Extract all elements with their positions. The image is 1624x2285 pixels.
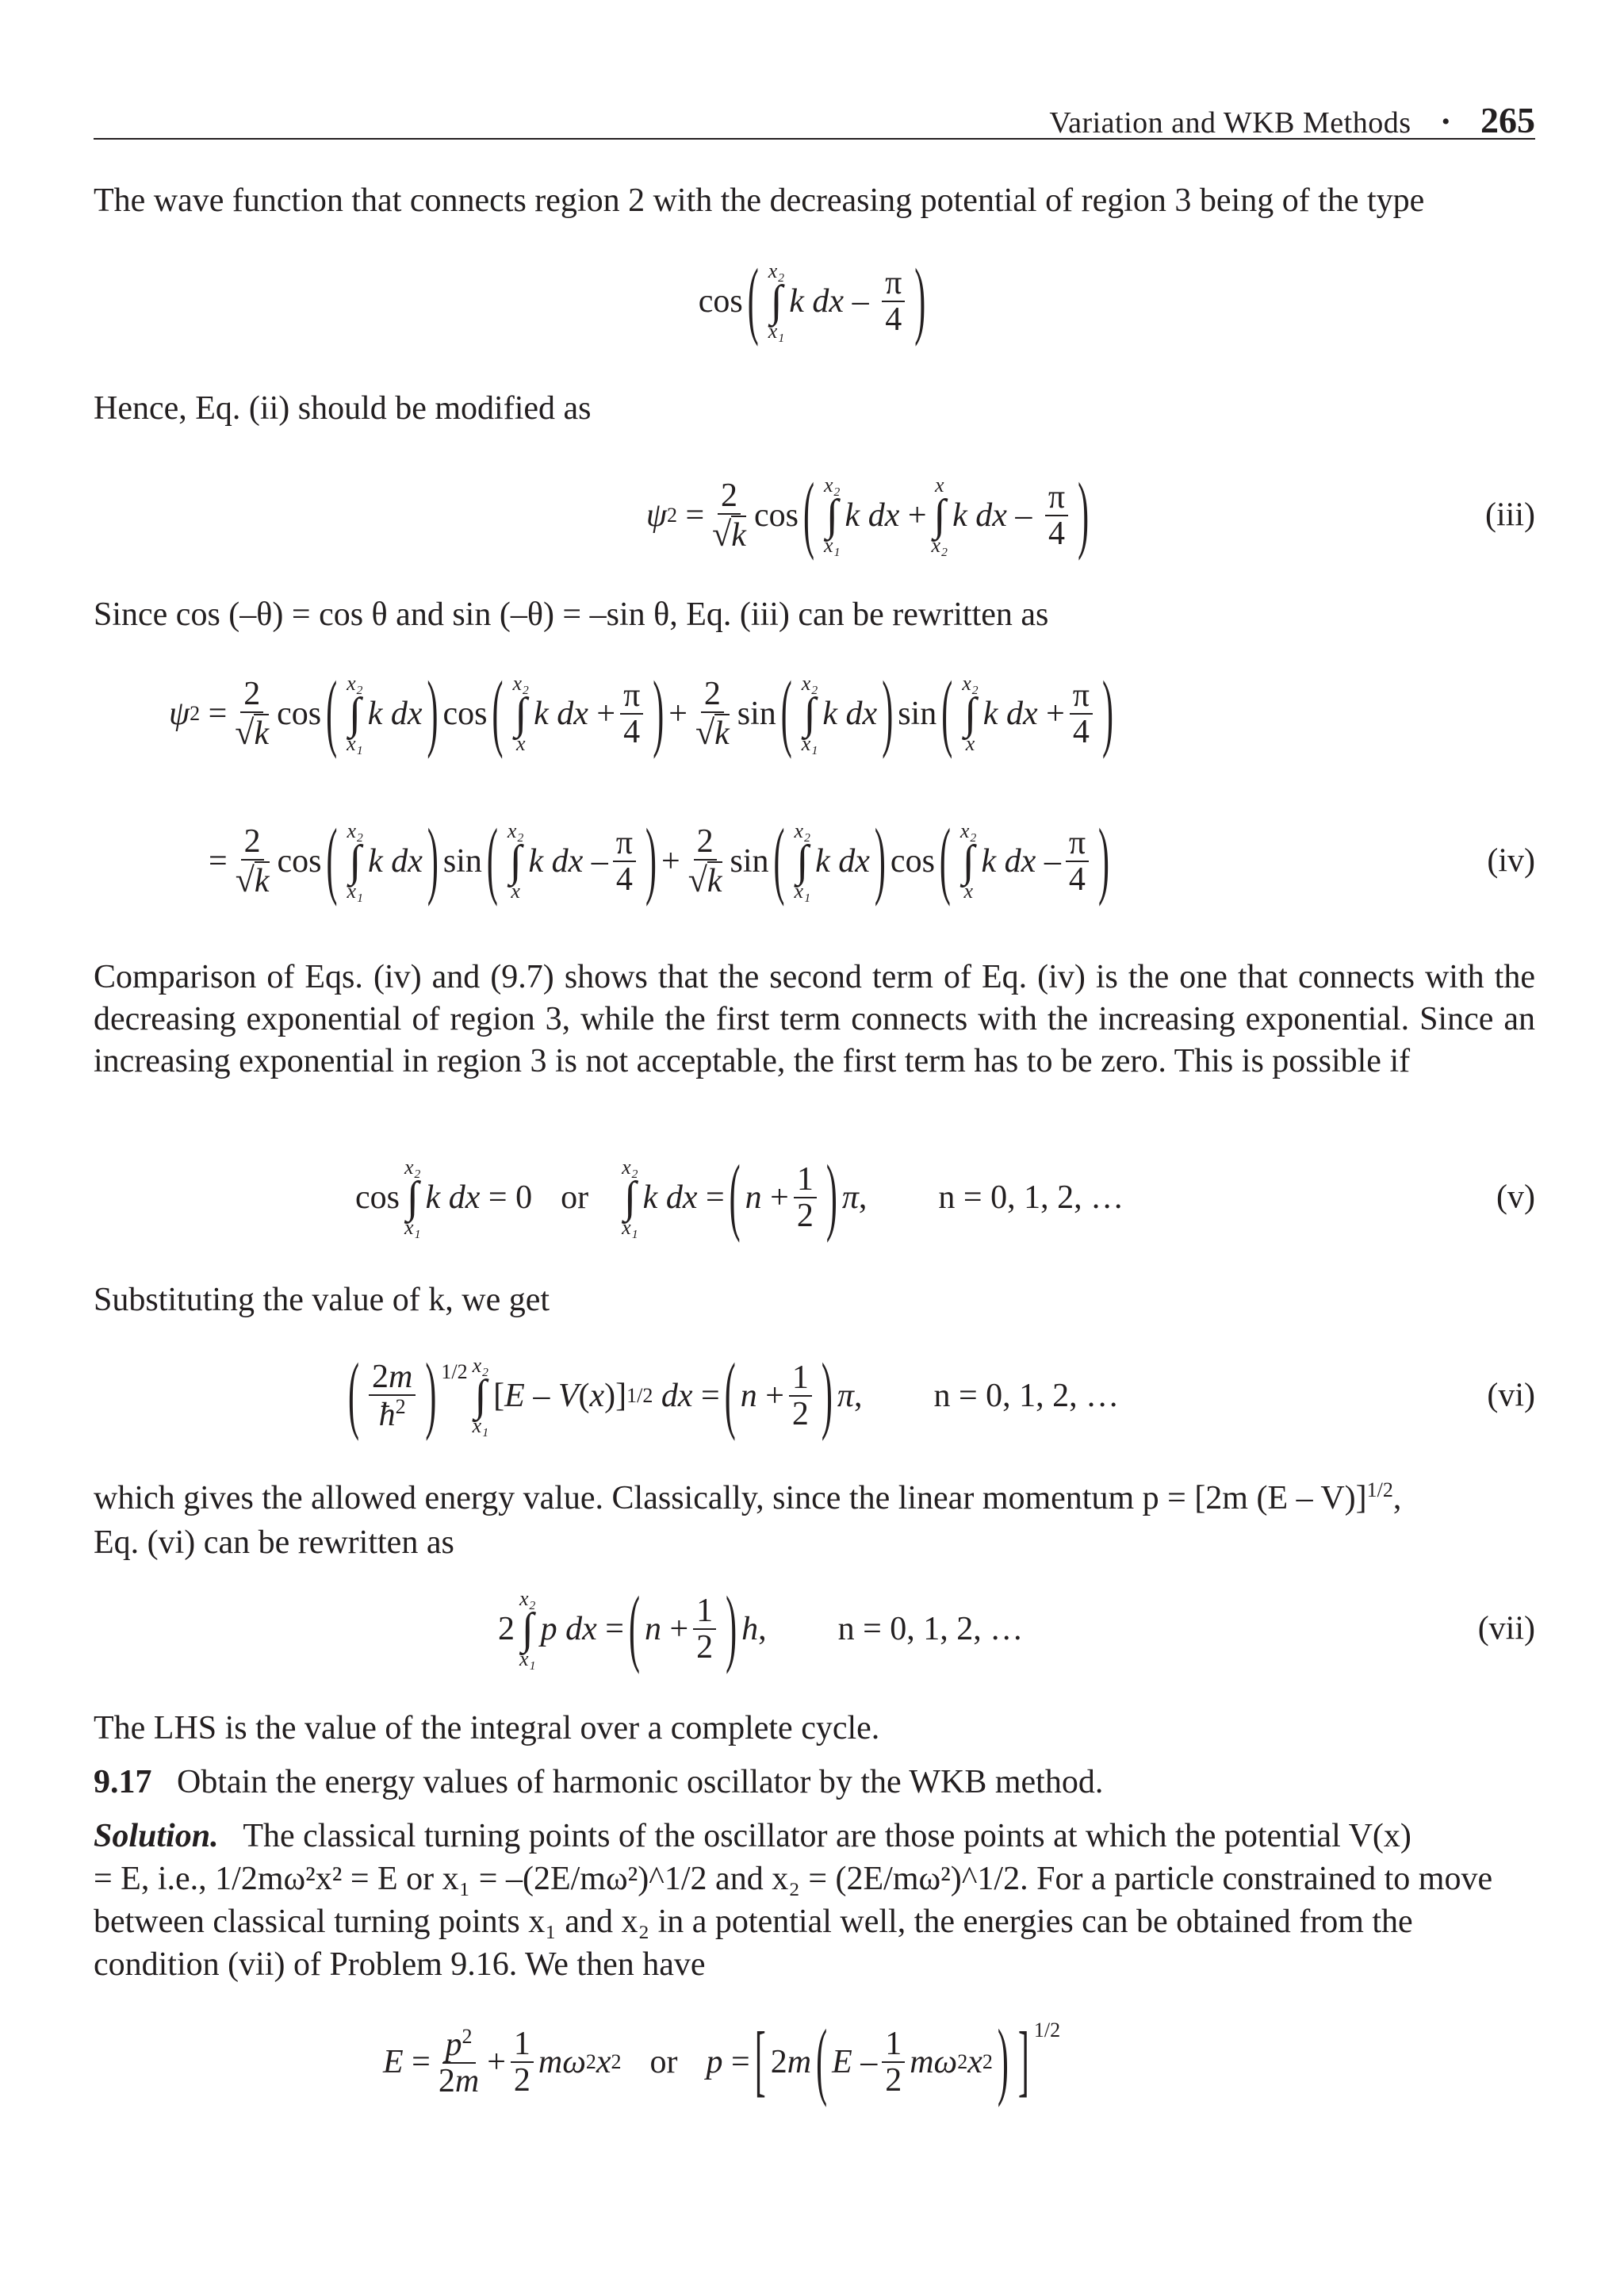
equation-label-iv: (iv)	[1487, 842, 1535, 880]
header-bullet: •	[1441, 109, 1450, 135]
paragraph-6: which gives the allowed energy value. Classically, since the linear momentum p = [2m (E – V)]$^{1/2}$,	[94, 1478, 1402, 1516]
equation-vi: ( 2m $ħ^2$ ) $^{1/2}$ x₂ ∫ x₁ [ E – V ( x )] 1/2 dx = ( n + 1 2 ) π , n = 0, 1, 2, … (vi)	[348, 1348, 1535, 1443]
equation-v: cos x₂ ∫ x₁ k dx = 0 or x₂ ∫ x₁ k dx = ( n + 1 2 ) π , n = 0, 1, 2, … (v)	[355, 1149, 1535, 1245]
paragraph-1: The wave function that connects region 2 with the decreasing potential of region 3 being of the type	[94, 182, 1425, 219]
page	[94, 0, 1535, 2285]
equation-label-vi: (vi)	[1487, 1377, 1535, 1414]
problem-number: 9.17	[94, 1764, 152, 1800]
problem-text: Obtain the energy values of harmonic oscillator by the WKB method.	[177, 1764, 1104, 1800]
equation-label-iii: (iii)	[1485, 496, 1535, 534]
paragraph-2: Hence, Eq. (ii) should be modified as	[94, 390, 592, 427]
paragraph-4: Comparison of Eqs. (iv) and (9.7) shows that the second term of Eq. (iv) is the one that connects with the decreasing exponential of region 3, while the first term connects with the increasing exponential. Since an increasing exponential in region 3 is not acceptable, the first term has to be zero. This is possible if	[94, 959, 1535, 1079]
equation-vii: 2 x₂ ∫ x₁ p dx = ( n + 1 2 ) h , n = 0, 1, 2, … (vii)	[498, 1581, 1535, 1677]
equation-label-vii: (vii)	[1477, 1610, 1535, 1647]
solution-line-3: between classical turning points x₁ and x₂ in a potential well, the energies can be obtained from the	[94, 1904, 1413, 1940]
paragraph-3: Since cos (–θ) = cos θ and sin (–θ) = –sin θ, Eq. (iii) can be rewritten as	[94, 596, 1049, 633]
solution-label: Solution.	[94, 1818, 219, 1854]
equation-cos-integral: cos ( x₂ ∫ x₁ k dx – π 4 )	[698, 253, 926, 349]
solution-line-2: = E, i.e., 1/2mω²x² = E or x₁ = –(2E/mω²)^1/2 and x₂ = (2E/mω²)^1/2. For a particle constrained to move	[94, 1861, 1493, 1897]
paragraph-5: Substituting the value of k, we get	[94, 1282, 550, 1318]
equation-iii: ψ 2 = 2 √k cos ( x₂ ∫ x₁ k dx + x ∫ x₂ k dx – π 4 ) (iii)	[645, 467, 1535, 563]
page-number: 265	[1480, 100, 1535, 140]
paragraph-8: The LHS is the value of the integral over a complete cycle.	[94, 1710, 880, 1746]
equation-iv-line-2: = 2 √k cos ( x₂ ∫ x₁ k dx ) sin ( x₂ ∫ x k dx – π 4 ) + 2 √k sin ( x₂ ∫ x₁ k dx ) cos ( x₂ ∫ x k dx – π 4 ) (iv)	[209, 813, 1535, 909]
equation-energy: E = $p^2$ 2m + 1 2 mω 2 x 2 or p = [ 2 m ( E – 1 2 mω 2 x 2 ) ] $^{1/2}$	[383, 2014, 1061, 2110]
equation-iv-line-1: ψ 2 = 2 √k cos ( x₂ ∫ x₁ k dx ) cos ( x₂ ∫ x k dx + π 4 ) + 2 √k sin ( x₂ ∫ x₁ k dx ) sin ( x₂ ∫ x k dx + π 4 )	[169, 665, 1113, 761]
header-title: Variation and WKB Methods	[1049, 106, 1411, 140]
solution-line-4: condition (vii) of Problem 9.16. We then have	[94, 1946, 706, 1983]
running-header	[94, 97, 1535, 140]
problem-9-17	[94, 1761, 1103, 1804]
equation-label-v: (v)	[1496, 1179, 1535, 1216]
paragraph-7: Eq. (vi) can be rewritten as	[94, 1524, 454, 1561]
solution-line-1: Solution. The classical turning points of the oscillator are those points at which the potential V(x)	[94, 1818, 1411, 1854]
